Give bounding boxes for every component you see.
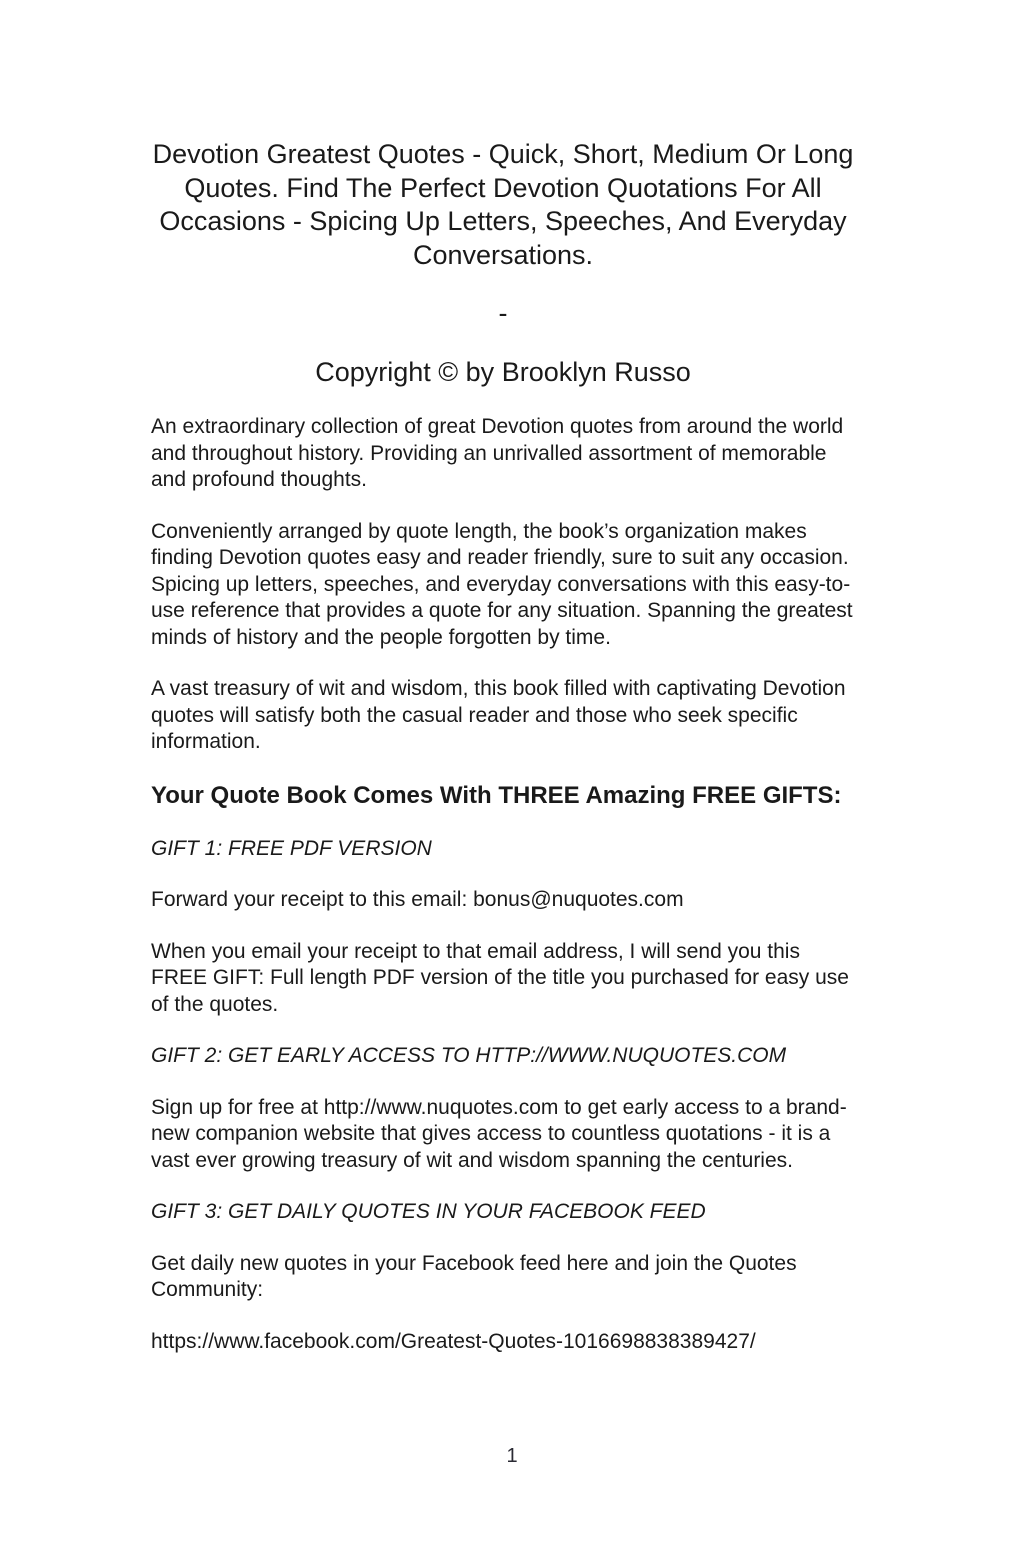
gift-2-paragraph: Sign up for free at http://www.nuquotes.com to get early access to a brand-new companion website that gives access to countless quotations - it is a vast ever growing treasury of wit and wisdom spanning the centuries. xyxy=(151,1095,847,1172)
intro-paragraph: Conveniently arranged by quote length, the book’s organization makes finding Devotion quotes easy and reader friendly, sure to suit any occasion. Spicing up letters, speeches, and everyday conversations with this easy-to-use reference that provides a quote for any situation. Spanning the greatest minds of history and the people forgotten by time. xyxy=(151,519,853,649)
gift-2-heading: GIFT 2: GET EARLY ACCESS TO HTTP://WWW.NUQUOTES.COM xyxy=(151,1044,787,1067)
page-number: 1 xyxy=(506,1445,518,1467)
separator-dash: - xyxy=(498,298,508,328)
gift-3-heading: GIFT 3: GET DAILY QUOTES IN YOUR FACEBOOK FEED xyxy=(151,1200,706,1223)
gift-3-paragraph: Get daily new quotes in your Facebook feed here and join the Quotes Community: xyxy=(151,1251,797,1301)
facebook-url-text: https://www.facebook.com/Greatest-Quotes-1016698838389427/ xyxy=(151,1329,756,1353)
book-title: Devotion Greatest Quotes - Quick, Short, Medium Or Long Quotes. Find The Perfect Devotion Quotations For All Occasions - Spicing Up Letters, Speeches, And Everyday Conversations. xyxy=(152,139,854,270)
gift-1-paragraph: When you email your receipt to that email address, I will send you this FREE GIFT: Full length PDF version of the title you purchased for easy use of the quotes. xyxy=(151,939,849,1016)
intro-paragraph: An extraordinary collection of great Devotion quotes from around the world and throughout history. Providing an unrivalled assortment of memorable and profound thoughts. xyxy=(151,415,844,491)
free-gifts-heading: Your Quote Book Comes With THREE Amazing FREE GIFTS: xyxy=(151,781,842,809)
copyright-line: Copyright © by Brooklyn Russo xyxy=(315,356,691,387)
gift-1-paragraph: Forward your receipt to this email: bonus@nuquotes.com xyxy=(151,888,684,911)
intro-paragraph: A vast treasury of wit and wisdom, this book filled with captivating Devotion quotes will satisfy both the casual reader and those who seek specific information. xyxy=(151,677,846,753)
page-content xyxy=(151,138,855,1380)
gift-1-heading: GIFT 1: FREE PDF VERSION xyxy=(151,836,432,860)
